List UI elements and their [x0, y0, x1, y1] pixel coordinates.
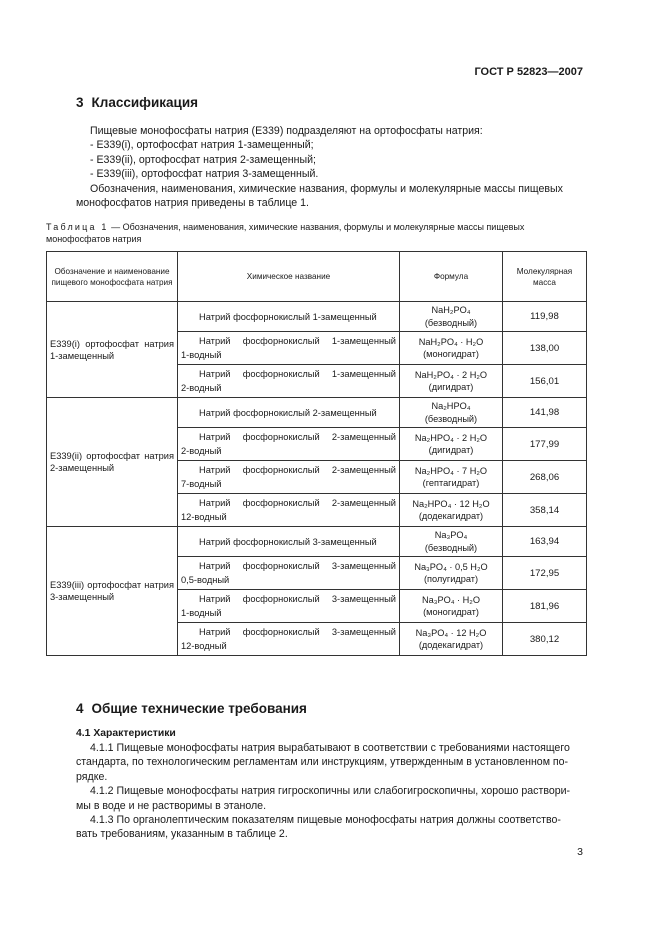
para-4-1-1-line1: 4.1.1 Пищевые монофосфаты натрия вырабатывают в соответствии с требованиями настоящего	[90, 742, 570, 754]
para-4-1-2-line1: 4.1.2 Пищевые монофосфаты натрия гигроскопичны или слабогигроскопичны, хорошо раствори-	[90, 785, 571, 798]
chemical-name-line2: 0,5-водный	[181, 575, 230, 585]
para-4-1-2-line2: мы в воде и не растворимы в этаноле.	[76, 799, 267, 812]
formula-cell	[400, 398, 503, 428]
para-4-1-1-line2: стандарта, по технологическим регламентам или инструкциям, утвержденным в установленном по-	[76, 756, 569, 769]
formula-note: (безводный)	[424, 413, 478, 424]
chemical-name-line1: Натрий фосфорнокислый 3-замещенный	[199, 627, 396, 637]
formula-note: (полугидрат)	[423, 574, 479, 584]
formula-cell	[400, 494, 503, 527]
chemical-name-cell	[178, 461, 400, 494]
section-3-number: 3	[76, 95, 84, 110]
molecular-mass-cell: 163,94	[503, 527, 587, 557]
chemical-name-line1: Натрий фосфорнокислый 3-замещенный	[199, 561, 396, 571]
chemical-name-cell	[178, 428, 400, 461]
table-row	[47, 527, 587, 557]
section-3-intro: Пищевые монофосфаты натрия (Е339) подразделяют на ортофосфаты натрия:	[90, 125, 483, 137]
section-4-body	[76, 741, 584, 842]
chemical-name-line1: Натрий фосфорнокислый 2-замещенный	[199, 407, 377, 418]
header-molecular-mass: Молекулярная масса	[503, 252, 587, 302]
molecular-mass-cell: 138,00	[503, 332, 587, 365]
chemical-name-line1: Натрий фосфорнокислый 2-замещенный	[199, 432, 396, 442]
subsection-4-1-title: Характеристики	[93, 728, 176, 739]
para-4-1-1-line3: рядке.	[76, 770, 108, 783]
molecular-mass-cell: 358,14	[503, 494, 587, 527]
formula-note: (дигидрат)	[428, 445, 474, 455]
header-chemical-name: Химическое название	[178, 252, 400, 302]
chemical-name-line1: Натрий фосфорнокислый 3-замещенный	[199, 594, 396, 604]
formula-text: Na₃PO₄ · 12 H₂O	[415, 627, 487, 638]
formula-note: (безводный)	[424, 317, 478, 328]
designation-cell: Е339(i) ортофосфат натрия 1-замещенный	[47, 302, 178, 398]
para-4-1-3-line2: вать требованиям, указанным в таблице 2.	[76, 828, 288, 841]
table-row	[47, 302, 587, 332]
document-code: ГОСТ Р 52823—2007	[474, 66, 583, 78]
designation-cell: Е339(ii) ортофосфат натрия 2-замещенный	[47, 398, 178, 527]
section-3-para2-line2: монофосфатов натрия приведены в таблице 1.	[76, 197, 309, 210]
formula-note: (додекагидрат)	[418, 640, 484, 650]
chemical-name-line1: Натрий фосфорнокислый 1-замещенный	[199, 311, 377, 322]
chemical-name-cell	[178, 590, 400, 623]
chemical-name-cell	[178, 398, 400, 428]
chemical-name-line2: 1-водный	[181, 608, 222, 618]
chemical-name-line2: 2-водный	[181, 446, 222, 456]
chemical-name-line1: Натрий фосфорнокислый 2-замещенный	[199, 498, 396, 508]
formula-cell	[400, 302, 503, 332]
formula-text: Na₃PO₄	[434, 530, 468, 540]
section-3-item-2: - Е339(ii), ортофосфат натрия 2-замещенный;	[90, 153, 316, 166]
chemical-name-line2: 1-водный	[181, 350, 222, 360]
chemical-name-cell	[178, 494, 400, 527]
formula-cell	[400, 332, 503, 365]
header-designation: Обозначение и наименование пищевого монофосфата натрия	[47, 252, 178, 302]
molecular-mass-cell: 119,98	[503, 302, 587, 332]
molecular-mass-cell: 172,95	[503, 557, 587, 590]
table-1-caption-line2: монофосфатов натрия	[46, 233, 142, 244]
molecular-mass-cell: 156,01	[503, 365, 587, 398]
table-header-row	[47, 252, 587, 302]
formula-text: Na₃PO₄ · H₂O	[421, 594, 481, 605]
table-row	[47, 398, 587, 428]
chemical-name-line1: Натрий фосфорнокислый 1-замещенный	[199, 369, 396, 379]
molecular-mass-cell: 177,99	[503, 428, 587, 461]
formula-cell	[400, 623, 503, 656]
formula-text: Na₂HPO₄ · 2 H₂O	[414, 432, 488, 443]
formula-cell	[400, 365, 503, 398]
section-3-body	[76, 124, 584, 210]
section-4-number: 4	[76, 701, 84, 716]
chemical-name-cell	[178, 557, 400, 590]
formula-text: NaH₂PO₄ · 2 H₂O	[414, 369, 488, 380]
formula-cell	[400, 527, 503, 557]
subsection-4-1-heading	[76, 727, 584, 741]
section-3-item-1: - Е339(i), ортофосфат натрия 1-замещенный;	[90, 139, 314, 152]
formula-note: (безводный)	[424, 542, 478, 553]
designation-cell: Е339(iii) ортофосфат натрия 3-замещенный	[47, 527, 178, 656]
section-3-para2-line1: Обозначения, наименования, химические названия, формулы и молекулярные массы пищевых	[90, 182, 563, 195]
chemical-name-line1: Натрий фосфорнокислый 2-замещенный	[199, 465, 396, 475]
chemical-name-cell	[178, 365, 400, 398]
formula-note: (моногидрат)	[423, 349, 479, 359]
chemical-name-line1: Натрий фосфорнокислый 3-замещенный	[199, 536, 377, 547]
section-3-heading	[76, 95, 198, 110]
chemical-name-line1: Натрий фосфорнокислый 1-замещенный	[199, 336, 396, 346]
chemical-name-line2: 7-водный	[181, 479, 222, 489]
formula-text: NaH₂PO₄	[431, 305, 471, 315]
subsection-4-1-number: 4.1	[76, 728, 91, 739]
molecular-mass-cell: 268,06	[503, 461, 587, 494]
chemical-name-line2: 2-водный	[181, 383, 222, 393]
chemical-name-cell	[178, 302, 400, 332]
section-4-heading	[76, 701, 307, 716]
formula-note: (додекагидрат)	[418, 511, 484, 521]
section-3-item-3: - Е339(iii), ортофосфат натрия 3-замещенный.	[90, 168, 319, 181]
formula-cell	[400, 590, 503, 623]
formula-note: (гептагидрат)	[422, 478, 480, 488]
chemical-name-line2: 12-водный	[181, 641, 227, 651]
table-1-label: Таблица 1	[46, 222, 109, 232]
formula-note: (дигидрат)	[428, 382, 474, 392]
formula-text: NaH₂PO₄ · H₂O	[418, 336, 484, 347]
chemical-name-cell	[178, 527, 400, 557]
formula-cell	[400, 428, 503, 461]
formula-cell	[400, 557, 503, 590]
molecular-mass-cell: 380,12	[503, 623, 587, 656]
chemical-name-line2: 12-водный	[181, 512, 227, 522]
chemical-name-cell	[178, 623, 400, 656]
formula-text: Na₃PO₄ · 0,5 H₂O	[414, 561, 488, 572]
formula-text: Na₂HPO₄	[431, 401, 471, 411]
molecular-mass-cell: 181,96	[503, 590, 587, 623]
molecular-mass-cell: 141,98	[503, 398, 587, 428]
section-3-title: Классификация	[91, 95, 199, 110]
section-4-title: Общие технические требования	[91, 701, 307, 716]
formula-text: Na₂HPO₄ · 12 H₂O	[412, 498, 490, 509]
formula-cell	[400, 461, 503, 494]
table-1-caption	[46, 222, 586, 245]
para-4-1-3-line1: 4.1.3 По органолептическим показателям пищевые монофосфаты натрия должны соответство-	[90, 814, 561, 827]
formula-text: Na₂HPO₄ · 7 H₂O	[414, 465, 488, 476]
header-formula: Формула	[400, 252, 503, 302]
table-1	[46, 251, 587, 656]
table-1-caption-line1: — Обозначения, наименования, химические названия, формулы и молекулярные массы пищевых	[108, 222, 525, 232]
page-number: 3	[577, 846, 583, 858]
formula-note: (моногидрат)	[423, 607, 479, 617]
chemical-name-cell	[178, 332, 400, 365]
